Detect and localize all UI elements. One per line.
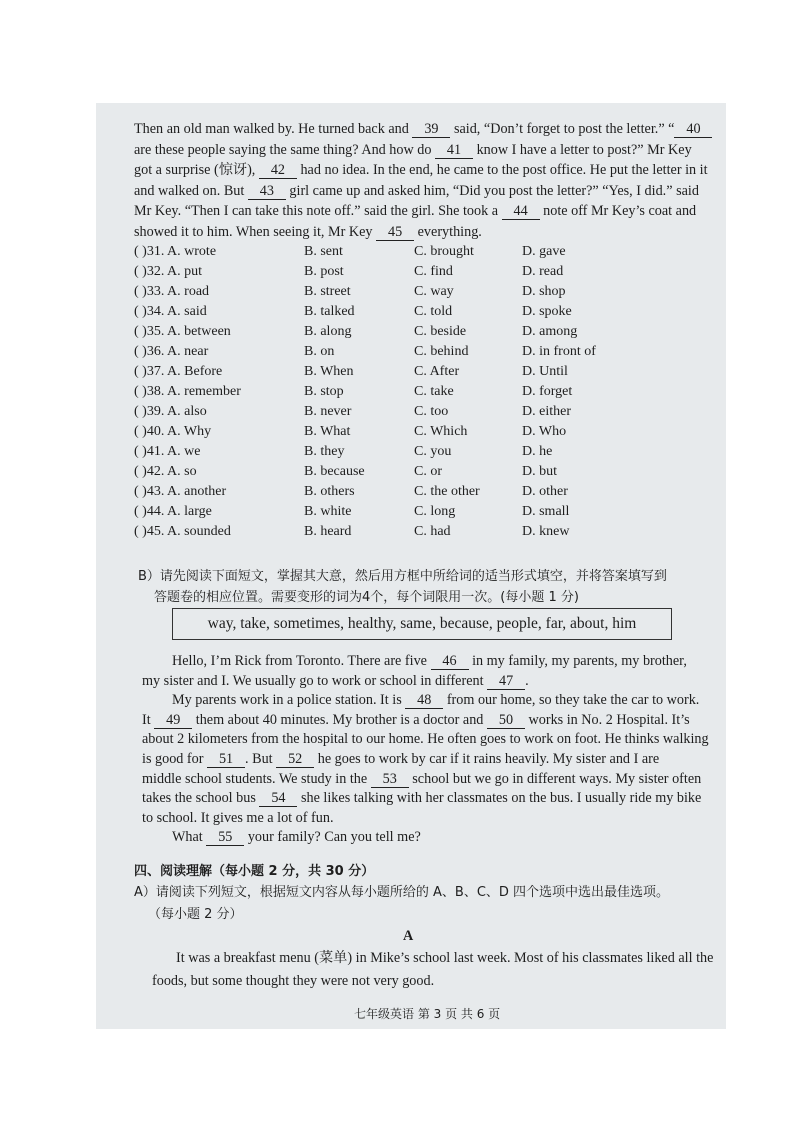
option-b: B. street (304, 284, 351, 299)
text-run: she likes talking with her classmates on the bus. I usually ride my bike (297, 790, 702, 807)
option-row (134, 384, 694, 404)
blank-53: 53 (371, 771, 409, 788)
option-c: C. or (414, 464, 442, 479)
option-d: D. other (522, 484, 568, 499)
question-option-a: ( )44. A. large (134, 504, 212, 519)
option-c: C. Which (414, 424, 468, 439)
cloze-line (134, 160, 708, 180)
option-row (134, 264, 694, 284)
option-c: C. beside (414, 324, 467, 339)
passage-b-line (142, 710, 690, 730)
text-run: your family? Can you tell me? (244, 829, 421, 846)
text-run: in my family, my parents, my brother, (468, 653, 687, 669)
option-d: D. Until (522, 364, 568, 379)
question-option-a: ( )33. A. road (134, 284, 210, 299)
section4-instruction-2: （每小题 2 分） (148, 907, 243, 922)
word-box (172, 608, 672, 640)
blank-52: 52 (276, 751, 314, 768)
option-d: D. in front of (522, 344, 596, 359)
blank-40: 40 (674, 121, 712, 138)
text-run: got a surprise (惊讶), (134, 162, 259, 179)
passage-line: It was a breakfast menu (菜单) in Mike’s school last week. Most of his classmates liked all the (176, 950, 714, 966)
question-option-a: ( )34. A. said (134, 304, 207, 319)
text-run: works in No. 2 Hospital. It’s (524, 711, 690, 728)
option-b: B. post (304, 264, 344, 279)
passage-b-line (142, 769, 701, 789)
passage-b-line (142, 808, 334, 828)
option-row (134, 304, 694, 324)
option-d: D. Who (522, 424, 567, 439)
option-d: D. spoke (522, 304, 572, 319)
passage-line: foods, but some thought they were not very good. (152, 973, 435, 989)
option-row (134, 244, 694, 264)
section4-heading: 四、阅读理解（每小题 2 分，共 30 分） (134, 864, 375, 879)
text-run: note off Mr Key’s coat and (539, 203, 697, 220)
text-run: It (142, 711, 155, 728)
option-row (134, 404, 694, 424)
text-run: Then an old man walked by. He turned back and (134, 121, 413, 137)
option-c: C. take (414, 384, 454, 399)
option-row (134, 464, 694, 484)
blank-50: 50 (487, 712, 525, 729)
text-run: said, “Don’t forget to post the letter.” “ (450, 121, 675, 137)
option-b: B. What (304, 424, 351, 439)
exam-page (96, 103, 726, 1029)
option-c: C. behind (414, 344, 469, 359)
option-c: C. long (414, 504, 456, 519)
question-option-a: ( )39. A. also (134, 404, 207, 419)
option-row (134, 444, 694, 464)
question-option-a: ( )43. A. another (134, 484, 227, 499)
blank-42: 42 (259, 162, 297, 179)
cloze-line (134, 201, 696, 221)
text-run: My parents work in a police station. It is (172, 692, 406, 709)
text-run: is good for (142, 751, 208, 767)
option-d: D. read (522, 264, 564, 279)
question-option-a: ( )31. A. wrote (134, 244, 217, 259)
passage-b-line (142, 788, 701, 808)
option-d: D. either (522, 404, 571, 419)
option-b: B. never (304, 404, 352, 419)
text-run: girl came up and asked him, “Did you post the letter?” “Yes, I did.” said (285, 182, 699, 199)
text-run: are these people saying the same thing? And how do (134, 141, 436, 158)
option-b: B. because (304, 464, 365, 479)
text-run: What (172, 829, 207, 846)
option-d: D. knew (522, 524, 570, 539)
blank-44: 44 (502, 203, 540, 220)
blank-41: 41 (435, 142, 473, 159)
question-option-a: ( )35. A. between (134, 324, 231, 339)
option-b: B. talked (304, 304, 355, 319)
option-c: C. too (414, 404, 449, 419)
text-run: had no idea. In the end, he came to the post office. He put the letter in it (296, 162, 708, 179)
blank-39: 39 (412, 121, 450, 138)
text-run: my sister and I. We usually go to work or school in different (142, 672, 488, 689)
question-option-a: ( )40. A. Why (134, 424, 212, 439)
option-b: B. stop (304, 384, 344, 399)
option-b: B. When (304, 364, 354, 379)
text-run: middle school students. We study in the (142, 770, 371, 787)
option-c: C. way (414, 284, 454, 299)
option-c: C. After (414, 364, 460, 379)
question-option-a: ( )36. A. near (134, 344, 209, 359)
option-row (134, 344, 694, 364)
passage-b-line (142, 671, 529, 691)
text-run: school but we go in different ways. My sister often (408, 770, 702, 787)
passage-b-line (142, 749, 659, 769)
option-row (134, 364, 694, 384)
question-option-a: ( )37. A. Before (134, 364, 223, 379)
text-run: Hello, I’m Rick from Toronto. There are five (172, 653, 431, 669)
blank-47: 47 (487, 673, 525, 690)
option-d: D. small (522, 504, 570, 519)
option-c: C. told (414, 304, 453, 319)
option-b: B. along (304, 324, 352, 339)
text-run: everything. (414, 224, 482, 240)
blank-51: 51 (207, 751, 245, 768)
blank-55: 55 (206, 829, 244, 846)
passage-b-line (142, 729, 709, 749)
cloze-line (134, 222, 482, 242)
option-d: D. among (522, 324, 578, 339)
blank-49: 49 (154, 712, 192, 729)
option-b: B. sent (304, 244, 343, 259)
text-run: . (525, 672, 529, 689)
text-run: about 2 kilometers from the hospital to our home. He often goes to work on foot. He thinks walking (142, 731, 709, 748)
option-d: D. shop (522, 284, 566, 299)
option-row (134, 324, 694, 344)
text-run: to school. It gives me a lot of fun. (142, 809, 334, 826)
text-run: Mr Key. “Then I can take this note off.” said the girl. She took a (134, 203, 502, 220)
passage-b-line (172, 690, 699, 710)
text-run: takes the school bus (142, 790, 260, 807)
option-d: D. forget (522, 384, 573, 399)
question-option-a: ( )45. A. sounded (134, 524, 231, 539)
blank-45: 45 (376, 224, 414, 241)
text-run: them about 40 minutes. My brother is a doctor and (192, 711, 487, 728)
question-option-a: ( )32. A. put (134, 264, 203, 279)
option-b: B. heard (304, 524, 352, 539)
cloze-line (134, 140, 692, 160)
option-c: C. find (414, 264, 453, 279)
blank-48: 48 (405, 692, 443, 709)
option-b: B. they (304, 444, 345, 459)
option-row (134, 524, 694, 544)
option-b: B. others (304, 484, 355, 499)
option-row (134, 424, 694, 444)
question-option-a: ( )41. A. we (134, 444, 201, 459)
option-d: D. gave (522, 244, 566, 259)
text-run: from our home, so they take the car to work. (443, 692, 700, 709)
option-row (134, 504, 694, 524)
section4-instruction-1: A）请阅读下列短文，根据短文内容从每小题所给的 A、B、C、D 四个选项中选出最佳选项。 (134, 885, 670, 900)
blank-46: 46 (431, 653, 469, 670)
text-run: he goes to work by car if it rains heavily. My sister and I are (314, 751, 660, 767)
option-c: C. you (414, 444, 452, 459)
question-option-a: ( )42. A. so (134, 464, 197, 479)
option-d: D. he (522, 444, 553, 459)
text-run: . But (245, 751, 277, 767)
passage-label: A (403, 928, 414, 944)
text-run: and walked on. But (134, 182, 248, 199)
option-b: B. on (304, 344, 335, 359)
option-c: C. had (414, 524, 451, 539)
option-c: C. the other (414, 484, 480, 499)
cloze-line (134, 119, 712, 139)
passage-b-line (172, 827, 421, 847)
option-c: C. brought (414, 244, 474, 259)
section-b-instruction-1: B）请先阅读下面短文，掌握其大意，然后用方框中所给词的适当形式填空，并将答案填写到 (138, 569, 667, 584)
section-b-instruction-2: 答题卷的相应位置。需要变形的词为4个，每个词限用一次。(每小题 1 分) (154, 590, 579, 605)
option-b: B. white (304, 504, 352, 519)
question-option-a: ( )38. A. remember (134, 384, 241, 399)
blank-43: 43 (248, 183, 286, 200)
cloze-line (134, 181, 699, 201)
text-run: showed it to him. When seeing it, Mr Key (134, 224, 377, 240)
passage-b-line (172, 651, 687, 671)
blank-54: 54 (259, 790, 297, 807)
text-run: know I have a letter to post?” Mr Key (473, 141, 692, 158)
page-footer: 七年级英语 第 3 页 共 6 页 (354, 1007, 501, 1021)
option-row (134, 484, 694, 504)
option-row (134, 284, 694, 304)
option-d: D. but (522, 464, 557, 479)
word-box-text: way, take, sometimes, healthy, same, because, people, far, about, him (207, 615, 637, 632)
